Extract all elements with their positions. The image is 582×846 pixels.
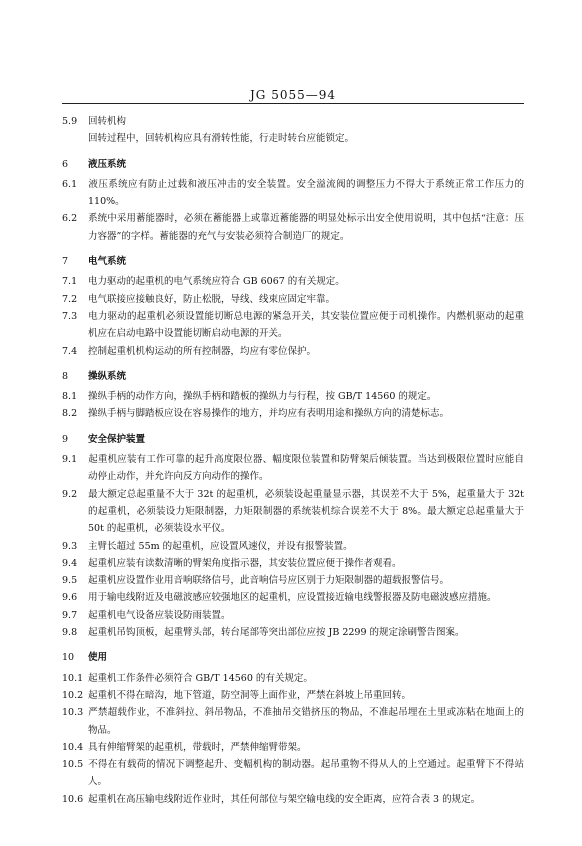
- clause-paragraph: [62, 130, 524, 147]
- clause-item: [62, 704, 524, 739]
- clause-item: [62, 670, 524, 687]
- clause-number: 7.2: [62, 293, 78, 305]
- clause-item: [62, 405, 524, 422]
- clause-text: 起重机应装有读数清晰的臂架角度指示器，其安装位置应便于操作者观看。: [88, 557, 402, 569]
- clause-text: 操纵手柄的动作方向，操纵手柄和踏板的操纵力与行程，按 GB/T 14560 的规定。: [88, 391, 437, 403]
- page-header-code: JG 5055—94: [250, 88, 337, 102]
- clause-item: [62, 451, 524, 486]
- clause-number: 9.7: [62, 609, 78, 621]
- section-gap: [62, 641, 524, 645]
- clause-number: 10.6: [62, 793, 84, 805]
- clause-text: 起重机电气设备应装设防雨装置。: [88, 609, 231, 621]
- section-heading: [62, 253, 524, 270]
- clause-text: 起重机工作条件必须符合 GB/T 14560 的有关规定。: [88, 672, 313, 684]
- section-heading: [62, 156, 524, 173]
- clause-text: 液压系统: [88, 158, 127, 170]
- clause-item: [62, 607, 524, 624]
- clause-item: [62, 555, 524, 572]
- clause-item: [62, 343, 524, 360]
- clause-text: 不得在有载荷的情况下调整起升、变幅机构的制动器。起吊重物不得从人的上空通过。起重臂下不得站人。: [88, 759, 524, 788]
- clause-number: 5.9: [62, 116, 78, 127]
- clause-number: 7: [62, 256, 69, 268]
- section-heading: [62, 649, 524, 666]
- clause-text: 液压系统应有防止过载和液压冲击的安全装置。安全溢流阀的调整压力不得大于系统正常工作压力的110%。: [88, 178, 524, 208]
- clause-number: 10.3: [62, 707, 84, 719]
- clause-number: 9.2: [62, 488, 78, 500]
- clause-number: 7.1: [62, 276, 78, 288]
- clause-number: 7.4: [62, 345, 78, 357]
- clause-text: 操纵系统: [88, 370, 127, 382]
- clause-number: 8.1: [62, 391, 78, 403]
- clause-text: 使用: [88, 652, 108, 664]
- clause-item: [62, 308, 524, 343]
- clause-item: [62, 756, 524, 791]
- clause-text: 电力驱动的起重机的电气系统应符合 GB 6067 的有关规定。: [88, 276, 345, 288]
- clause-number: 10.2: [62, 689, 84, 701]
- clause-number: 10.4: [62, 741, 84, 753]
- section-gap: [62, 148, 524, 152]
- clause-number: 10.5: [62, 759, 84, 771]
- clause-item: [62, 624, 524, 641]
- clause-text: 控制起重机机构运动的所有控制器，均应有零位保护。: [88, 345, 317, 357]
- clause-text: 起重机应设置作业用音响联络信号，此音响信号应区别于力矩限制器的超载报警信号。: [88, 575, 450, 587]
- clause-number: 9.4: [62, 557, 78, 569]
- clause-item: [62, 589, 524, 606]
- clause-number: 9.5: [62, 575, 78, 587]
- clause-item: [62, 210, 524, 245]
- clause-text: 回转过程中，回转机构应具有滑转性能，行走时转台应能锁定。: [88, 133, 355, 145]
- clause-item: [62, 687, 524, 704]
- clause-number: 9.6: [62, 592, 78, 604]
- clause-text: 电力驱动的起重机必须设置能切断总电源的紧急开关，其安装位置应便于司机操作。内燃机驱动的起重机应在启动电路中设置能切断启动电源的开关。: [88, 310, 524, 340]
- section-gap: [62, 423, 524, 427]
- clause-number: 10.1: [62, 672, 84, 684]
- clause-text: 电气联接应接触良好，防止松脱，导线、线束应固定牢靠。: [88, 293, 336, 305]
- clause-text: 操纵手柄与脚踏板应设在容易操作的地方，并均应有表明用途和操纵方向的清楚标志。: [88, 408, 450, 420]
- document-body: [62, 113, 524, 808]
- clause-item: [62, 739, 524, 756]
- clause-item: [62, 388, 524, 405]
- clause-number: 9.1: [62, 454, 78, 466]
- clause-text: 电气系统: [88, 256, 127, 268]
- clause-text: 起重机吊钩顶板，起重臂头部，转台尾部等突出部位应按 JB 2299 的规定涂刷警告图案。: [88, 627, 465, 639]
- clause-number: 6: [62, 158, 69, 170]
- section-heading: [62, 431, 524, 448]
- clause-number: 7.3: [62, 310, 78, 322]
- clause-text: 具有伸缩臂架的起重机，带载时，严禁伸缩臂带架。: [88, 741, 307, 753]
- clause-text: 严禁超载作业，不准斜拉、斜吊物品，不准抽吊交错挤压的物品，不准起吊埋在土里或冻粘在地面上的物品。: [88, 707, 524, 736]
- clause-number: 10: [62, 652, 75, 664]
- clause-item: [62, 291, 524, 308]
- clause-text: 用于输电线附近及电磁波感应较强地区的起重机，应设置接近输电线警报器及防电磁波感应措施。: [88, 592, 497, 604]
- clause-text: 起重机不得在暗沟，地下管道，防空洞等上面作业，严禁在斜坡上吊重回转。: [88, 689, 412, 701]
- clause-item: [62, 273, 524, 290]
- clause-text: 起重机在高压输电线附近作业时，其任何部位与架空输电线的安全距离，应符合表 3 的规定。: [88, 793, 481, 805]
- section-gap: [62, 245, 524, 249]
- clause-text: 安全保护装置: [88, 433, 146, 445]
- clause-text: 最大额定总起重量不大于 32t 的起重机，必须装设起重量显示器，其误差不大于 5%，起重量大于 32t 的起重机，必须装设力矩限制器，力矩限制器的系统装机综合误差不大于 8%。最大额定总起重量大于 50t 的起重机，必须装设水平仪。: [88, 488, 524, 535]
- clause-text: 系统中采用蓄能器时，必须在蓄能器上或靠近蓄能器的明显处标示出安全使用说明，其中包括“注意：压力容器”的字样。蓄能器的充气与安装必须符合制造厂的规定。: [88, 213, 524, 242]
- clause-text: 主臂长超过 55m 的起重机，应设置风速仪，并设有报警装置。: [88, 540, 353, 552]
- section-heading: [62, 368, 524, 385]
- clause-item: [62, 572, 524, 589]
- clause-item: [62, 791, 524, 808]
- clause-number: 8.2: [62, 408, 78, 420]
- clause-number: 9: [62, 433, 69, 445]
- clause-text: 起重机应装有工作可靠的起升高度限位器、幅度限位装置和防臂架后倾装置。当达到极限位置时应能自动停止动作，并允许向反方向动作的操作。: [88, 454, 524, 483]
- clause-number: 6.1: [62, 178, 78, 190]
- clause-text: 回转机构: [88, 116, 127, 127]
- header-rule: [62, 103, 524, 104]
- clause-item: [62, 538, 524, 555]
- clause-number: 9.8: [62, 627, 78, 639]
- clause-number: 6.2: [62, 213, 78, 225]
- clause-item: [62, 113, 524, 130]
- clause-item: [62, 486, 524, 538]
- section-gap: [62, 360, 524, 364]
- clause-number: 9.3: [62, 540, 78, 552]
- clause-number: 8: [62, 370, 69, 382]
- clause-item: [62, 176, 524, 211]
